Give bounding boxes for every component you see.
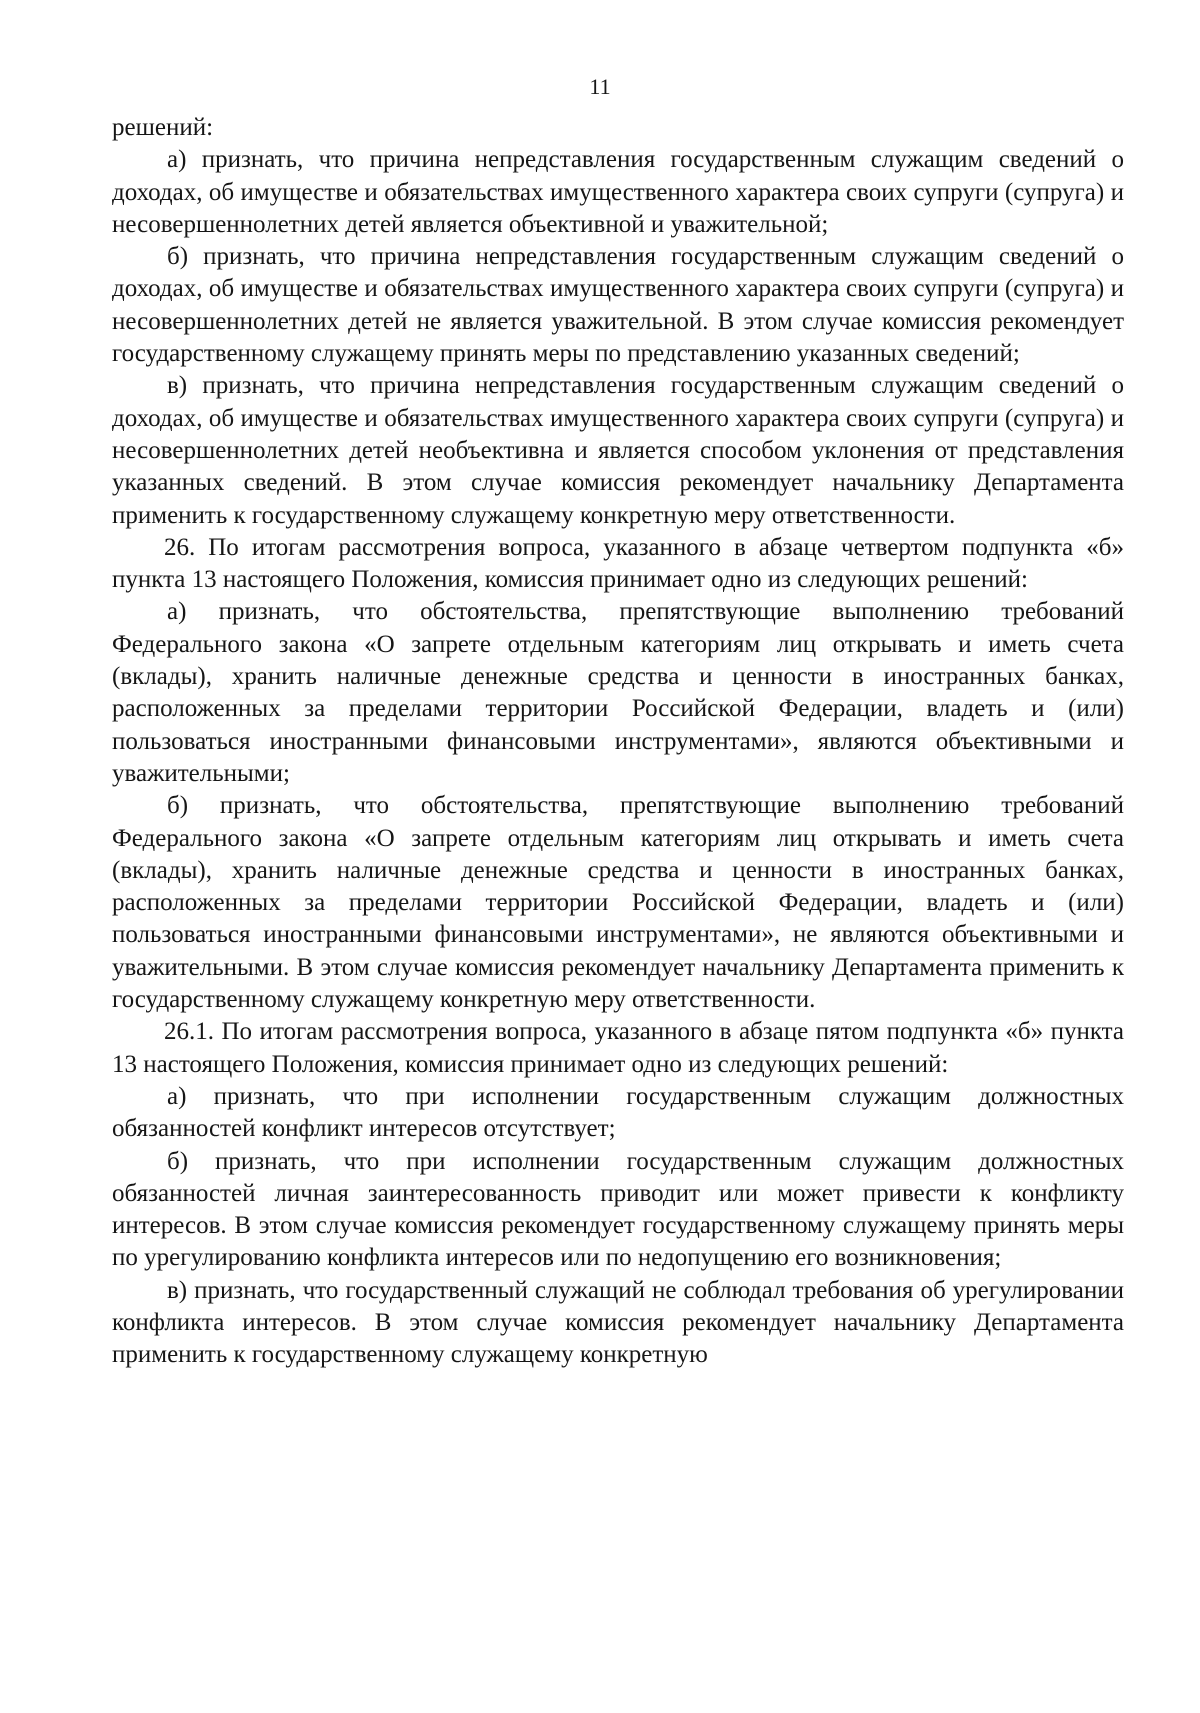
paragraph-item-a: а) признать, что причина непредставления государственным служащим сведений о доходах, об имуществе и обязательствах имущественного характера своих супруги (супруга) и несовершеннолетних детей является объективной и уважительной;	[112, 146, 1124, 238]
paragraph-clause-26: 26. По итогам рассмотрения вопроса, указанного в абзаце четвертом подпункта «б» пункта 13 настоящего Положения, комиссия принимает одно из следующих решений:	[112, 533, 1124, 594]
paragraph-clause-26-1-item-a: а) признать, что при исполнении государственным служащим должностных обязанностей конфликт интересов отсутствует;	[112, 1082, 1124, 1143]
paragraph-clause-26-1-item-v: в) признать, что государственный служащий не соблюдал требования об урегулировании конфликта интересов. В этом случае комиссия рекомендует начальнику Департамента применить к государственному служащему конкретную	[112, 1276, 1124, 1369]
paragraph-continuation: решений:	[112, 114, 214, 141]
paragraph-item-v: в) признать, что причина непредставления государственным служащим сведений о доходах, об имуществе и обязательствах имущественного характера своих супруги (супруга) и несовершеннолетних детей необъективна и является способом уклонения от представления указанных сведений. В этом случае комиссия рекомендует начальнику Департамента применить к государственному служащему конкретную меру ответственности.	[112, 372, 1124, 529]
paragraph-clause-26-item-b: б) признать, что обстоятельства, препятствующие выполнению требований Федерального закона «О запрете отдельным категориям лиц открывать и иметь счета (вклады), хранить наличные денежные средства и ценности в иностранных банках, расположенных за пределами территории Российской Федерации, владеть и (или) пользоваться иностранными финансовыми инструментами», не являются объективными и уважительными. В этом случае комиссия рекомендует начальнику Департамента применить к государственному служащему конкретную меру ответственности.	[112, 792, 1124, 1014]
paragraph-clause-26-1: 26.1. По итогам рассмотрения вопроса, указанного в абзаце пятом подпункта «б» пункта 13 настоящего Положения, комиссия принимает одно из следующих решений:	[112, 1018, 1124, 1078]
paragraph-clause-26-1-item-b: б) признать, что при исполнении государственным служащим должностных обязанностей личная заинтересованность приводит или может привести к конфликту интересов. В этом случае комиссия рекомендует государственному служащему принять меры по урегулированию конфликта интересов или по недопущению его возникновения;	[112, 1147, 1124, 1272]
document-body	[112, 112, 1124, 1372]
paragraph-item-b: б) признать, что причина непредставления государственным служащим сведений о доходах, об имуществе и обязательствах имущественного характера своих супруги (супруга) и несовершеннолетних детей не является уважительной. В этом случае комиссия рекомендует государственному служащему принять меры по представлению указанных сведений;	[112, 243, 1124, 368]
page-number: 11	[589, 74, 611, 99]
paragraph-clause-26-item-a: а) признать, что обстоятельства, препятствующие выполнению требований Федерального закона «О запрете отдельным категориям лиц открывать и иметь счета (вклады), хранить наличные денежные средства и ценности в иностранных банках, расположенных за пределами территории Российской Федерации, владеть и (или) пользоваться иностранными финансовыми инструментами», являются объективными и уважительными;	[112, 598, 1124, 787]
